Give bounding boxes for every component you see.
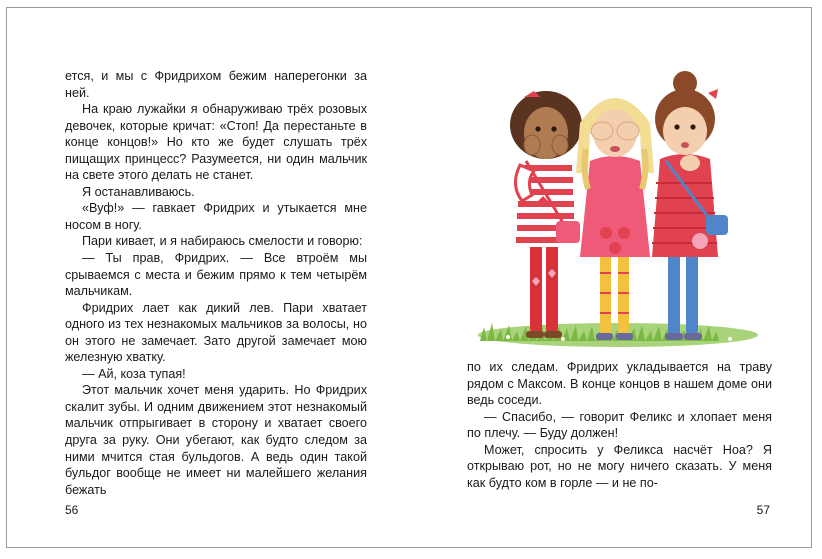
paragraph: Я останавливаюсь.: [82, 184, 195, 199]
page-number-right: 57: [756, 503, 770, 517]
paragraph: На краю лужайки я обнаруживаю трёх розовых девочек, которые кричат: «Стоп! Да перестаньте в конце концов!» Но кто же будет слушать трёх пищащих принцесс? Разумеется, ни один мальчик на свете этого делать не станет.: [65, 102, 367, 183]
girl-middle: [576, 98, 654, 340]
right-page-text: [467, 359, 772, 491]
paragraph: «Вуф!» — гавкает Фридрих и утыкается мне носом в ногу.: [65, 201, 367, 232]
book-spread: [6, 7, 812, 548]
left-page: [7, 8, 410, 547]
paragraph: по их следам. Фридрих укладывается на траву рядом с Максом. В конце концов в нашем доме они ведь соседи.: [467, 360, 772, 408]
page-number-left: 56: [65, 503, 79, 517]
paragraph: — Спасибо, — говорит Феликс и хлопает меня по плечу. — Буду должен!: [467, 409, 772, 441]
girl-left: [510, 91, 582, 338]
paragraph: Фридрих лает как дикий лев. Пари хватает одного из тех незнакомых мальчиков за волосы, но он этого не замечает. Зато другой замечает мою железную хватку.: [65, 300, 367, 365]
paragraph: Может, спросить у Феликса насчёт Ноа? Я открываю рот, но не могу ничего сказать. У меня как будто ком в горле — и не по-: [467, 442, 772, 490]
three-girls-illustration: [468, 53, 768, 353]
girl-right: [652, 71, 728, 340]
paragraph: — Ай, коза тупая!: [82, 366, 186, 381]
paragraph: — Ты прав, Фридрих. — Все втроём мы срываемся с места и бежим прямо к тем четырём мальчикам.: [65, 251, 367, 299]
right-page: [410, 8, 813, 547]
paragraph: Этот мальчик хочет меня ударить. Но Фридрих скалит зубы. И одним движением этот незнакомый мальчик отпрыгивает в сторону и хватает своего друга за руку. Они убегают, как будто следом за ними мчится стая бульдогов. А ведь один такой бульдог вообще не имеет ни малейшего желания бежать: [65, 383, 367, 497]
paragraph: Пари кивает, и я набираюсь смелости и говорю:: [82, 234, 363, 249]
paragraph: ется, и мы с Фридрихом бежим наперегонки за ней.: [65, 69, 367, 100]
left-page-text: [65, 68, 367, 498]
